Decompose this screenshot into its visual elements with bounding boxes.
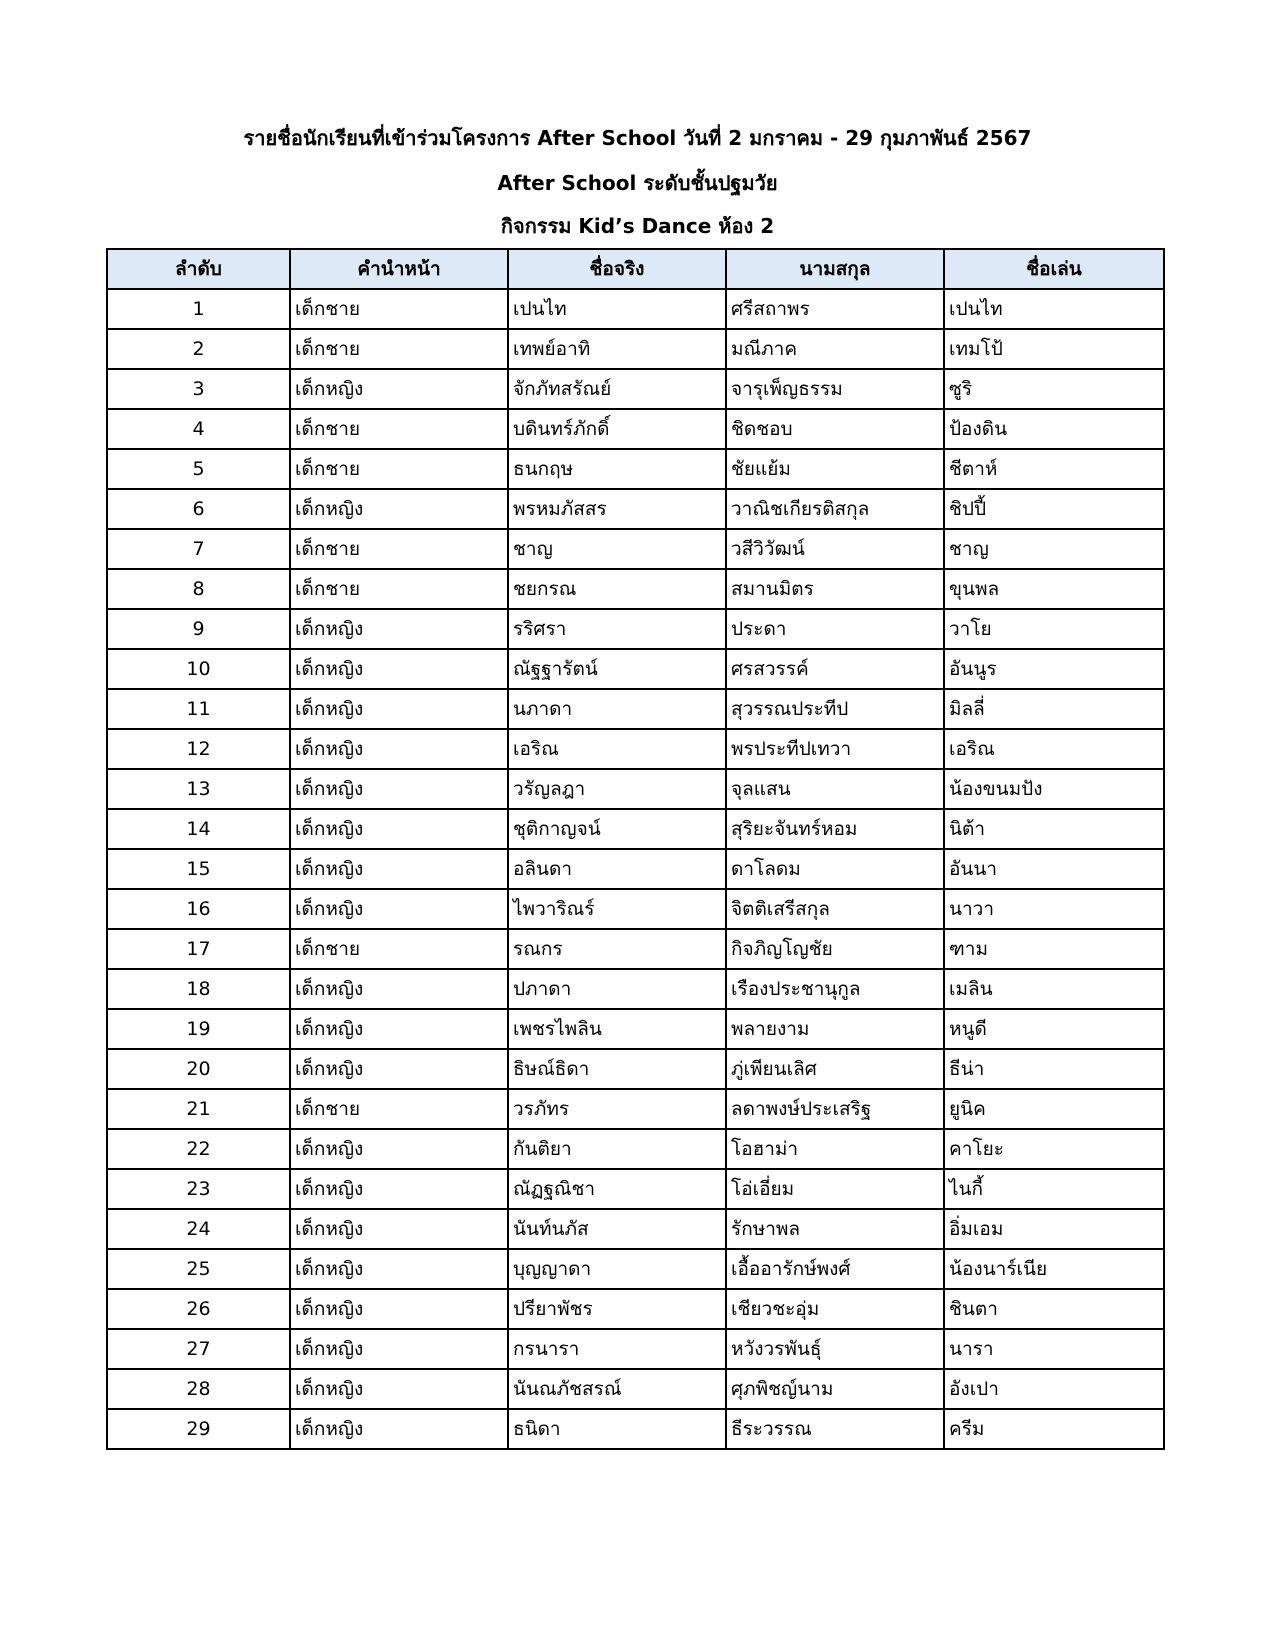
cell-order: 10	[107, 649, 290, 689]
cell-order: 11	[107, 689, 290, 729]
table-row	[107, 1289, 1164, 1329]
cell-order: 15	[107, 849, 290, 889]
table-row	[107, 929, 1164, 969]
cell-prefix: เด็กหญิง	[290, 1169, 508, 1209]
cell-order: 29	[107, 1409, 290, 1449]
cell-order: 6	[107, 489, 290, 529]
cell-order: 23	[107, 1169, 290, 1209]
cell-last-name: ศุภพิชญ์นาม	[726, 1369, 944, 1409]
table-row	[107, 889, 1164, 929]
cell-nickname: เมลิน	[944, 969, 1164, 1009]
cell-prefix: เด็กชาย	[290, 409, 508, 449]
cell-first-name: นันท์นภัส	[508, 1209, 726, 1249]
column-header-order: ลำดับ	[107, 249, 290, 289]
cell-order: 19	[107, 1009, 290, 1049]
cell-order: 12	[107, 729, 290, 769]
table-row	[107, 1209, 1164, 1249]
cell-nickname: นารา	[944, 1329, 1164, 1369]
cell-nickname: มิลลี่	[944, 689, 1164, 729]
cell-first-name: รริศรา	[508, 609, 726, 649]
cell-first-name: ธิษณ์ธิดา	[508, 1049, 726, 1089]
cell-last-name: โอฮาม่า	[726, 1129, 944, 1169]
cell-nickname: อันนูร	[944, 649, 1164, 689]
cell-last-name: พรประทีปเทวา	[726, 729, 944, 769]
table-row	[107, 649, 1164, 689]
cell-last-name: สุริยะจันทร์หอม	[726, 809, 944, 849]
table-row	[107, 849, 1164, 889]
cell-first-name: รณกร	[508, 929, 726, 969]
cell-nickname: หนูดี	[944, 1009, 1164, 1049]
cell-order: 8	[107, 569, 290, 609]
cell-first-name: ชุติกาญจน์	[508, 809, 726, 849]
table-header-row	[107, 249, 1164, 289]
cell-nickname: ครีม	[944, 1409, 1164, 1449]
cell-last-name: เอื้ออารักษ์พงศ์	[726, 1249, 944, 1289]
cell-nickname: อิ่มเอม	[944, 1209, 1164, 1249]
cell-nickname: ชินตา	[944, 1289, 1164, 1329]
table-row	[107, 1129, 1164, 1169]
cell-last-name: ศรีสถาพร	[726, 289, 944, 329]
cell-nickname: น้องนาร์เนีย	[944, 1249, 1164, 1289]
cell-prefix: เด็กหญิง	[290, 489, 508, 529]
cell-prefix: เด็กชาย	[290, 329, 508, 369]
table-row	[107, 369, 1164, 409]
cell-first-name: ปรียาพัชร	[508, 1289, 726, 1329]
table-row	[107, 969, 1164, 1009]
table-row	[107, 329, 1164, 369]
cell-prefix: เด็กหญิง	[290, 689, 508, 729]
cell-last-name: พลายงาม	[726, 1009, 944, 1049]
cell-order: 14	[107, 809, 290, 849]
cell-nickname: ธีน่า	[944, 1049, 1164, 1089]
cell-nickname: ฑาม	[944, 929, 1164, 969]
cell-prefix: เด็กหญิง	[290, 969, 508, 1009]
cell-first-name: ไพวาริณร์	[508, 889, 726, 929]
student-roster-table	[106, 248, 1165, 1450]
cell-first-name: อลินดา	[508, 849, 726, 889]
cell-last-name: วาณิชเกียรติสกุล	[726, 489, 944, 529]
table-row	[107, 1009, 1164, 1049]
cell-last-name: ประดา	[726, 609, 944, 649]
cell-prefix: เด็กหญิง	[290, 809, 508, 849]
cell-first-name: ชยกรณ	[508, 569, 726, 609]
cell-nickname: ซูริ	[944, 369, 1164, 409]
cell-order: 24	[107, 1209, 290, 1249]
cell-order: 21	[107, 1089, 290, 1129]
cell-last-name: สมานมิตร	[726, 569, 944, 609]
cell-order: 16	[107, 889, 290, 929]
cell-order: 5	[107, 449, 290, 489]
cell-prefix: เด็กหญิง	[290, 1049, 508, 1089]
cell-first-name: กรนารา	[508, 1329, 726, 1369]
cell-last-name: ชัยแย้ม	[726, 449, 944, 489]
cell-first-name: พรหมภัสสร	[508, 489, 726, 529]
cell-prefix: เด็กชาย	[290, 289, 508, 329]
cell-prefix: เด็กหญิง	[290, 1009, 508, 1049]
table-row	[107, 609, 1164, 649]
cell-prefix: เด็กหญิง	[290, 649, 508, 689]
cell-prefix: เด็กหญิง	[290, 889, 508, 929]
table-row	[107, 769, 1164, 809]
table-row	[107, 449, 1164, 489]
cell-first-name: ณัฏฐณิชา	[508, 1169, 726, 1209]
cell-nickname: ชีตาห์	[944, 449, 1164, 489]
cell-first-name: วรัญลฎา	[508, 769, 726, 809]
cell-prefix: เด็กชาย	[290, 449, 508, 489]
cell-order: 27	[107, 1329, 290, 1369]
table-row	[107, 289, 1164, 329]
cell-prefix: เด็กชาย	[290, 569, 508, 609]
cell-prefix: เด็กชาย	[290, 929, 508, 969]
cell-nickname: ป้องดิน	[944, 409, 1164, 449]
cell-last-name: ศรสวรรค์	[726, 649, 944, 689]
cell-order: 26	[107, 1289, 290, 1329]
cell-nickname: ชิปปี้	[944, 489, 1164, 529]
cell-last-name: หวังวรพันธุ์	[726, 1329, 944, 1369]
cell-first-name: นภาดา	[508, 689, 726, 729]
table-row	[107, 529, 1164, 569]
cell-first-name: กันติยา	[508, 1129, 726, 1169]
cell-nickname: เปนไท	[944, 289, 1164, 329]
cell-last-name: เชียวชะอุ่ม	[726, 1289, 944, 1329]
table-row	[107, 409, 1164, 449]
cell-nickname: ขุนพล	[944, 569, 1164, 609]
cell-prefix: เด็กหญิง	[290, 849, 508, 889]
cell-first-name: วรภัทร	[508, 1089, 726, 1129]
cell-nickname: ยูนิค	[944, 1089, 1164, 1129]
cell-prefix: เด็กหญิง	[290, 769, 508, 809]
table-body	[107, 289, 1164, 1449]
cell-last-name: จุลแสน	[726, 769, 944, 809]
table-row	[107, 1169, 1164, 1209]
cell-nickname: น้องขนมปัง	[944, 769, 1164, 809]
cell-order: 18	[107, 969, 290, 1009]
column-header-first-name: ชื่อจริง	[508, 249, 726, 289]
cell-first-name: เทพย์อาทิ	[508, 329, 726, 369]
table-row	[107, 1049, 1164, 1089]
cell-prefix: เด็กหญิง	[290, 609, 508, 649]
cell-order: 2	[107, 329, 290, 369]
cell-first-name: ธนกฤษ	[508, 449, 726, 489]
table-row	[107, 1409, 1164, 1449]
cell-prefix: เด็กหญิง	[290, 1129, 508, 1169]
cell-nickname: นาวา	[944, 889, 1164, 929]
column-header-prefix: คำนำหน้า	[290, 249, 508, 289]
table-row	[107, 1329, 1164, 1369]
cell-prefix: เด็กชาย	[290, 1089, 508, 1129]
cell-last-name: ภู่เพียนเลิศ	[726, 1049, 944, 1089]
table-row	[107, 1249, 1164, 1289]
document-subtitle: After School ระดับชั้นปฐมวัย	[497, 171, 778, 195]
cell-last-name: วสีวิวัฒน์	[726, 529, 944, 569]
cell-order: 13	[107, 769, 290, 809]
cell-first-name: ปภาดา	[508, 969, 726, 1009]
document-title: รายชื่อนักเรียนที่เข้าร่วมโครงการ After School วันที่ 2 มกราคม - 29 กุมภาพันธ์ 2567	[243, 126, 1032, 150]
cell-prefix: เด็กหญิง	[290, 1249, 508, 1289]
cell-first-name: เอริณ	[508, 729, 726, 769]
cell-order: 1	[107, 289, 290, 329]
cell-first-name: เพชรไพลิน	[508, 1009, 726, 1049]
cell-last-name: ชิดชอบ	[726, 409, 944, 449]
cell-prefix: เด็กหญิง	[290, 1369, 508, 1409]
cell-order: 25	[107, 1249, 290, 1289]
cell-first-name: จักภัทสรัณย์	[508, 369, 726, 409]
cell-prefix: เด็กหญิง	[290, 369, 508, 409]
cell-first-name: ชาญ	[508, 529, 726, 569]
table-row	[107, 1089, 1164, 1129]
cell-nickname: อันนา	[944, 849, 1164, 889]
cell-prefix: เด็กหญิง	[290, 1209, 508, 1249]
cell-first-name: นันณภัชสรณ์	[508, 1369, 726, 1409]
cell-prefix: เด็กหญิง	[290, 1409, 508, 1449]
cell-order: 17	[107, 929, 290, 969]
cell-last-name: เรืองประชานุกูล	[726, 969, 944, 1009]
column-header-nickname: ชื่อเล่น	[944, 249, 1164, 289]
cell-first-name: บดินทร์ภักดิ์	[508, 409, 726, 449]
cell-last-name: ดาโลดม	[726, 849, 944, 889]
cell-last-name: ธีระวรรณ	[726, 1409, 944, 1449]
cell-order: 9	[107, 609, 290, 649]
table-row	[107, 1369, 1164, 1409]
cell-nickname: เอริณ	[944, 729, 1164, 769]
cell-order: 22	[107, 1129, 290, 1169]
cell-order: 20	[107, 1049, 290, 1089]
cell-last-name: มณีภาค	[726, 329, 944, 369]
cell-nickname: นิต้า	[944, 809, 1164, 849]
cell-last-name: จารุเพ็ญธรรม	[726, 369, 944, 409]
cell-nickname: วาโย	[944, 609, 1164, 649]
cell-order: 7	[107, 529, 290, 569]
cell-prefix: เด็กหญิง	[290, 1289, 508, 1329]
cell-prefix: เด็กชาย	[290, 529, 508, 569]
table-row	[107, 809, 1164, 849]
cell-first-name: เปนไท	[508, 289, 726, 329]
cell-order: 4	[107, 409, 290, 449]
cell-last-name: จิตติเสรีสกุล	[726, 889, 944, 929]
table-row	[107, 729, 1164, 769]
cell-order: 3	[107, 369, 290, 409]
cell-nickname: ไนกี้	[944, 1169, 1164, 1209]
cell-nickname: อังเปา	[944, 1369, 1164, 1409]
cell-nickname: เทมโป้	[944, 329, 1164, 369]
cell-order: 28	[107, 1369, 290, 1409]
cell-last-name: รักษาพล	[726, 1209, 944, 1249]
table-row	[107, 689, 1164, 729]
activity-title: กิจกรรม Kid’s Dance ห้อง 2	[500, 214, 775, 238]
cell-last-name: กิจภิญโญชัย	[726, 929, 944, 969]
cell-first-name: บุญญาดา	[508, 1249, 726, 1289]
table-row	[107, 489, 1164, 529]
cell-first-name: ณัฐฐารัตน์	[508, 649, 726, 689]
cell-last-name: สุวรรณประทีป	[726, 689, 944, 729]
cell-nickname: คาโยะ	[944, 1129, 1164, 1169]
cell-prefix: เด็กหญิง	[290, 729, 508, 769]
cell-prefix: เด็กหญิง	[290, 1329, 508, 1369]
cell-last-name: โอ่เอี่ยม	[726, 1169, 944, 1209]
column-header-last-name: นามสกุล	[726, 249, 944, 289]
table-row	[107, 569, 1164, 609]
cell-last-name: ลดาพงษ์ประเสริฐ	[726, 1089, 944, 1129]
cell-first-name: ธนิดา	[508, 1409, 726, 1449]
cell-nickname: ชาญ	[944, 529, 1164, 569]
